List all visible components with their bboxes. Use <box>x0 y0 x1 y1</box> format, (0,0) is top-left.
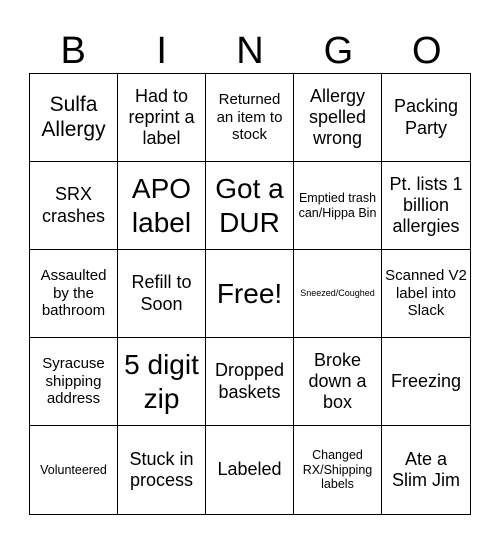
bingo-cell-r2c4[interactable]: Emptied trash can/Hippa Bin <box>294 162 382 250</box>
bingo-cell-r2c2[interactable]: APO label <box>118 162 206 250</box>
bingo-cell-r2c5[interactable]: Pt. lists 1 billion allergies <box>382 162 470 250</box>
bingo-cell-r5c2[interactable]: Stuck in process <box>118 426 206 514</box>
bingo-cell-r4c3[interactable]: Dropped baskets <box>206 338 294 426</box>
header-letter-b: B <box>60 30 86 72</box>
bingo-cell-r1c2[interactable]: Had to reprint a label <box>118 74 206 162</box>
bingo-cell-r5c5[interactable]: Ate a Slim Jim <box>392 448 460 490</box>
bingo-cell-r1c5[interactable]: Packing Party <box>382 74 470 162</box>
bingo-cell-r4c5[interactable]: Freezing <box>382 338 470 426</box>
bingo-cell-r3c2[interactable]: Refill to Soon <box>118 250 206 338</box>
bingo-cell-r5c3[interactable]: Labeled <box>206 426 294 514</box>
bingo-header <box>29 28 471 74</box>
header-letter-i: I <box>156 30 167 72</box>
bingo-cell-r1c1[interactable]: Sulfa Allergy <box>30 74 118 162</box>
bingo-cell-r5c1[interactable]: Volunteered <box>30 426 118 514</box>
bingo-cell-r3c5[interactable]: Scanned V2 label into Slack <box>382 250 470 338</box>
bingo-cell-r3c4[interactable]: Sneezed/Coughed <box>294 250 382 338</box>
header-letter-n: N <box>236 30 264 72</box>
bingo-cell-free[interactable]: Free! <box>206 250 294 338</box>
bingo-cell-r4c4[interactable]: Broke down a box <box>294 338 382 426</box>
bingo-cell-r1c4[interactable]: Allergy spelled wrong <box>294 74 382 162</box>
bingo-card-grid <box>29 73 471 515</box>
bingo-cell-r2c1[interactable]: SRX crashes <box>30 162 118 250</box>
bingo-cell-r4c1[interactable]: Syracuse shipping address <box>30 338 118 426</box>
bingo-cell-r4c2[interactable]: 5 digit zip <box>118 338 206 426</box>
bingo-cell-r3c1[interactable]: Assaulted by the bathroom <box>30 250 118 338</box>
bingo-cell-r1c3[interactable]: Returned an item to stock <box>206 74 294 162</box>
bingo-cell-r2c3[interactable]: Got a DUR <box>206 162 294 250</box>
header-letter-g: G <box>323 30 354 72</box>
bingo-cell-r5c4[interactable]: Changed RX/Shipping labels <box>294 426 382 514</box>
header-letter-o: O <box>412 30 442 72</box>
